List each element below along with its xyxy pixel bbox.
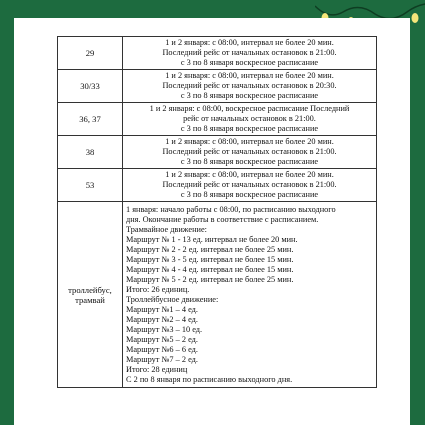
light-bulb	[412, 13, 419, 23]
route-number-cell: 36, 37	[58, 103, 123, 136]
schedule-line: Последний рейс от начальных остановок в 21:00.	[162, 147, 337, 156]
schedule-info-cell	[123, 37, 377, 70]
table-row	[58, 103, 377, 136]
schedule-info-cell	[123, 136, 377, 169]
schedule-line: Маршрут № 5 - 2 ед. интервал не более 25 мин.	[126, 274, 294, 284]
lights-wire	[315, 4, 425, 19]
table-row	[58, 37, 377, 70]
schedule-line: Трамвайное движение:	[126, 224, 207, 234]
schedule-line: 1 и 2 января: с 08:00, интервал не более 20 мин.	[165, 170, 334, 179]
schedule-line: Троллейбусное движение:	[126, 294, 219, 304]
schedule-line: Маршрут №7 – 2 ед.	[126, 354, 198, 364]
route-number-cell: 38	[58, 136, 123, 169]
schedule-line: Маршрут №6 – 6 ед.	[126, 344, 198, 354]
schedule-line: Итого: 28 единиц	[126, 364, 188, 374]
schedule-line: рейс от начальных остановок в 21:00.	[183, 114, 316, 123]
schedule-info-cell	[123, 103, 377, 136]
route-number-cell: троллейбус, трамвай	[58, 202, 123, 388]
schedule-line: Маршрут № 2 - 2 ед. интервал не более 25 мин.	[126, 244, 294, 254]
schedule-line: 1 января: начало работы с 08:00, по расписанию выходного	[126, 204, 336, 214]
schedule-line: С 2 по 8 января по расписанию выходного дня.	[126, 374, 293, 384]
schedule-line: Последний рейс от начальных остановок в 20:30.	[162, 81, 337, 90]
schedule-line: Итого: 26 единиц.	[126, 284, 190, 294]
schedule-table	[57, 36, 377, 388]
table-row	[58, 70, 377, 103]
schedule-line: дня. Окончание работы в соответствие с расписанием.	[126, 214, 319, 224]
schedule-line: Маршрут №2 – 4 ед.	[126, 314, 198, 324]
schedule-line: Маршрут № 4 - 4 ед. интервал не более 15 мин.	[126, 264, 294, 274]
table-row	[58, 202, 377, 388]
schedule-info-cell	[123, 70, 377, 103]
schedule-info-cell	[123, 169, 377, 202]
schedule-line: с 3 по 8 января воскресное расписание	[180, 91, 319, 100]
schedule-line: Маршрут №5 – 2 ед.	[126, 334, 198, 344]
schedule-info-cell	[123, 202, 377, 388]
schedule-line: с 3 по 8 января воскресное расписание	[180, 190, 319, 199]
route-number-cell: 53	[58, 169, 123, 202]
route-number-cell: 30/33	[58, 70, 123, 103]
schedule-line: Маршрут № 3 - 5 ед. интервал не более 15 мин.	[126, 254, 294, 264]
table-row	[58, 136, 377, 169]
schedule-line: Последний рейс от начальных остановок в 21:00.	[162, 48, 337, 57]
schedule-line: Маршрут №3 – 10 ед.	[126, 324, 203, 334]
schedule-line: 1 и 2 января: с 08:00, интервал не более 20 мин.	[165, 137, 334, 146]
schedule-line: с 3 по 8 января воскресное расписание	[180, 157, 319, 166]
schedule-line: с 3 по 8 января воскресное расписание	[180, 58, 319, 67]
schedule-line: Маршрут № 1 - 13 ед. интервал не более 20 мин.	[126, 234, 298, 244]
schedule-line: с 3 по 8 января воскресное расписание	[180, 124, 319, 133]
table-row	[58, 169, 377, 202]
schedule-line: 1 и 2 января: с 08:00, интервал не более 20 мин.	[165, 71, 334, 80]
schedule-line: 1 и 2 января: с 08:00, интервал не более 20 мин.	[165, 38, 334, 47]
route-number-cell: 29	[58, 37, 123, 70]
document-page	[14, 18, 410, 425]
schedule-line: Маршрут №1 – 4 ед.	[126, 304, 198, 314]
schedule-line: 1 и 2 января: с 08:00, воскресное расписание Последний	[149, 104, 350, 113]
schedule-line: Последний рейс от начальных остановок в 21:00.	[162, 180, 337, 189]
